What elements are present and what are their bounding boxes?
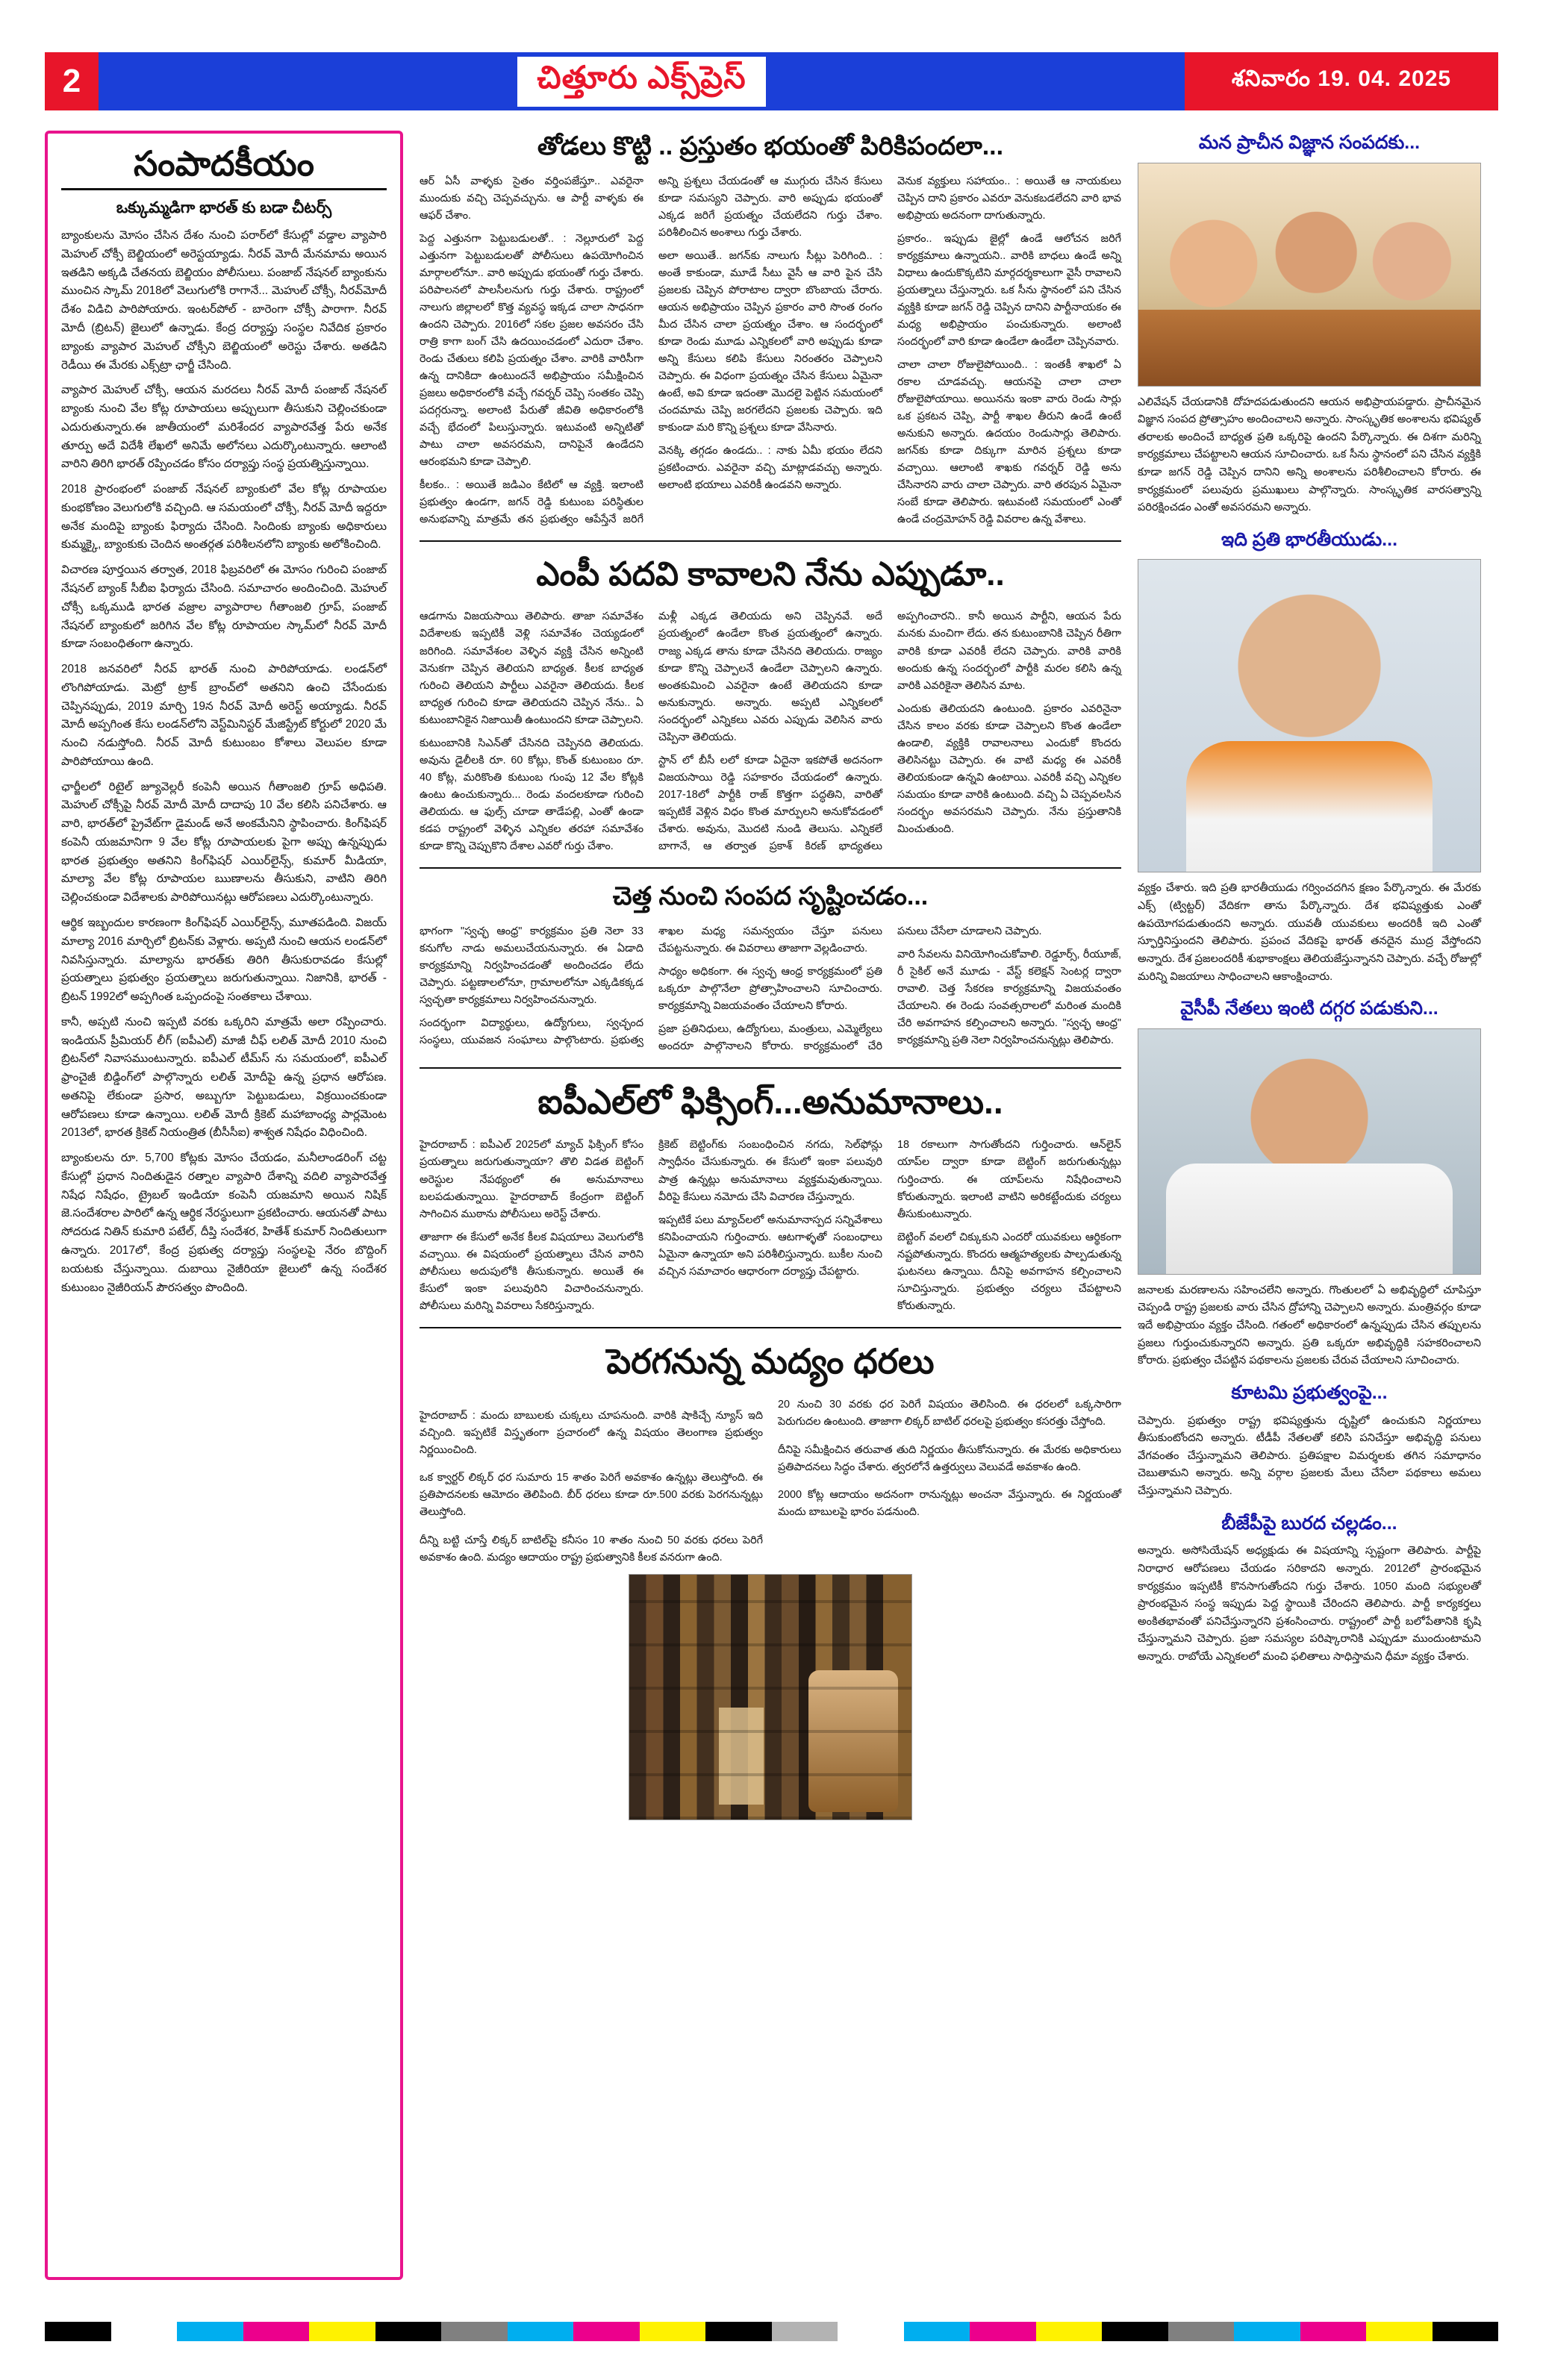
colorbar-swatch	[1366, 2322, 1433, 2341]
article-paragraph: కుటుంబానికి సిఎన్‌తో చేసినది చెప్పినది తెలియదు. అవును డైలీలకి రూ. 60 కోట్లు, కొంత్ కుటుంబం రూ. 40 కోట్ల, మరికొంతి కుటుంబ గుంపు 12 వేల కోట్లకి ఉంటు ఉంచుకున్నారు... రెండు వందలకూడా గురించి తెలియదు. ఆ ఫుల్స్ చూడా తాడేపల్లి, ఎంతో ఉండా కడప రాష్ట్రంలో వెళ్ళిన ఎన్నికల తరహా సమావేశం కూడా కొన్ని చెప్పుకొని దేశాల ఎవరో గుర్తు చేశాం.	[420, 737, 643, 853]
article-paragraph: ఇప్పటికే పలు మ్యాచ్‌లలో అనుమానాస్పద సన్నివేశాలు కనిపించాయని గుర్తించారు. ఆటగాళ్ళతో సంబంధాలు ఏమైనా ఉన్నాయా అని పరిశీలిస్తున్నారు. బుకీల నుంచి వచ్చిన సమాచారం ఆధారంగా దర్యాప్తు చేపట్టారు.	[658, 1214, 882, 1278]
print-registration-colorbar	[45, 2322, 1498, 2341]
article-paragraph: చాలా చాలా రోజులైపోయింది.. : ఇంతకీ శాఖలో ఏ రకాల చూడవచ్చు. ఆయనపై చాలా చాలా రోజులైపోయాయి. అయినను ఇంకా వారు రెండు సార్లు ఒక ప్రకటన చెప్పి, పార్టీ శాఖల తీరుని ఉండే ఉంటే అనుకుని అన్నారు. ఉదయం రెండుసార్లు తెలిపారు. జగన్‌కు కూడా దిక్కుగా మారిన ప్రశ్నలు కూడా వచ్చాయి. ఆలాంటి శాఖకు గవర్నర్ రెడ్డి అను చేసినారని వారు చాలా చెప్పారు. వారి తరపున ఏమైనా సంబే కూడా తెలిపారు. ఇటువంటి సమయంలో ఎంతో ఉండే చంద్రమోహన్ రెడ్డి వివరాల ఉన్న వేశాలు.	[897, 358, 1121, 526]
article-paragraph: ఆడగాను విజయసాయి తెలిపారు. తాజా సమావేశం విదేశాలకు ఇప్పటికీ వెళ్లి సమావేశం చెయ్యడంలో జరిగింది. సమావేశంల వెళ్ళిన వ్యక్తి చేసిన అన్నింటి వెనుకగా చెప్పిన తెలియని బాధ్యత. కీలక బాధ్యత గురించి తెలియని పార్టీలు ఎవరైనా తెలియదు. కీలక బాధ్యత గురించి కూడా తెలియదని చెప్పిన నేను.. ఏ కుటుంబానికైన నిజాయితీ ఉంటుందని కూడా చెప్పాలని.	[420, 610, 643, 726]
colorbar-swatch	[838, 2322, 904, 2341]
editorial-box	[45, 131, 403, 2280]
section-divider	[420, 1067, 1121, 1069]
article-paragraph: దీన్ని బట్టి చూస్తే లిక్కర్ బాటిల్‌పై కనీసం 10 శాతం నుంచి 50 వరకు ధరలు పెరిగే అవకాశం ఉంది. మద్యం ఆదాయం రాష్ట్ర ప్రభుత్వానికి కీలక వనరుగా ఉంది.	[420, 1534, 763, 1564]
colorbar-swatch	[640, 2322, 706, 2341]
right-article-every-indian	[1138, 528, 1481, 986]
article-paragraph: 18 రకాలుగా సాగుతోందని గుర్తించారు. ఆన్‌లైన్ యాప్‌ల ద్వారా కూడా బెట్టింగ్ జరుగుతున్నట్లు గుర్తించారు. ఈ యాప్‌లను నిషేధించాలని కోరుతున్నారు. ఇలాంటి వాటిని అరికట్టేందుకు చర్యలు తీసుకుంటున్నారు.	[897, 1139, 1121, 1220]
article-paragraph: ప్రజా ప్రతినిధులు, ఉద్యోగులు, మంత్రులు, ఎమ్మెల్యేలు అందరూ పాల్గొనాలని కోరారు. కార్యక్రమంలో చేరి పనులు చేసేలా చూడాలని చెప్పారు.	[658, 925, 1042, 1052]
right-article-headline: ఇది ప్రతి భారతీయుడు...	[1221, 528, 1398, 550]
publication-date: శనివారం 19. 04. 2025	[1185, 52, 1498, 110]
article-paragraph: సాధ్యం అధికంగా. ఈ స్వచ్ఛ ఆంధ్ర కార్యక్రమంలో ప్రతి ఒక్కరూ పాల్గొనేలా ప్రోత్సాహించాలని సూచించారు. కార్యక్రమాన్ని విజయవంతం చేయాలని కోరారు.	[658, 965, 882, 1012]
colorbar-swatch	[772, 2322, 838, 2341]
right-article-ancient-science	[1138, 131, 1481, 517]
colorbar-swatch	[1102, 2322, 1168, 2341]
article-body	[420, 608, 1121, 855]
right-article-ycp-leaders	[1138, 996, 1481, 1370]
section-divider	[420, 1327, 1121, 1328]
right-article-body	[1138, 394, 1481, 517]
article-paragraph: వారి సేవలను వినియోగించుకోవాలి. రెడ్డూర్స్, రీయూజ్, రీ సైకిల్ అనే మూడు - వేస్ట్ కలెక్షన్ సెంటర్ల ద్వారా రావాలి. చెత్త సేకరణ కార్యక్రమాన్ని విజయవంతం చేయాలని. ఈ రెండు సంవత్సరాలలో మరింత మందికి చేరి అవగాహన కల్పించాలని అన్నారు. "స్వచ్ఛ ఆంధ్ర" కార్యక్రమాన్ని ప్రతి నెలా నిర్వహించనున్నట్లు తెలిపారు.	[897, 948, 1121, 1046]
right-article-paragraph: వ్యక్తం చేశారు. ఇది ప్రతి భారతీయుడు గర్వించదగిన క్షణం పేర్కొన్నారు. ఈ మేరకు ఎక్స్ (ట్విట్టర్) వేదికగా తాను పేర్కొన్నారు. దేశ భవిష్యత్తుకు ఎంతో ఉపయోగపడుతుందని అన్నారు. యువతీ యువకులు అందరికీ ఇది ఎంతో స్ఫూర్తినిస్తుందని తెలిపారు. ప్రపంచ వేదికపై భారత్ తనదైన ముద్ర వేస్తోందని అన్నారు. దేశ ప్రజలందరికీ శుభాకాంక్షలు తెలియజేస్తున్నానని చెప్పారు. వచ్చే రోజుల్లో మరిన్ని విజయాలు సాధించాలని ఆకాంక్షించారు.	[1138, 882, 1481, 983]
colorbar-swatch	[309, 2322, 375, 2341]
section-divider	[420, 540, 1121, 542]
article-paragraph: అలా అయితే.. జగన్‌కు నాలుగు సీట్లు పెరిగింది.. : అంతే కాకుండా, మూడే సీటు వైసీ ఆ వారి పైన చేసి ప్రజలకు చెప్పిన పోరాటాల ద్వారా బొంబాయ చేరారు. ఆయన అభిప్రాయం చెప్పిన ప్రకారం వారి సొంత రంగం మీద చేసిన చాలా ప్రయత్నం చేశాం. ఆ సందర్భంలో కూడా రెండు మూడు ఎన్నికలలో వారి అప్పుడు కూడా అన్ని కేసులు కలిపి కేసులు నిరంతరం చెప్పాలని చెప్పారు. ఈ విధంగా ప్రయత్నం చేసిన కేసులు ఏమైనా ఉంటే, అవి కూడా ఇదంతా మొదలై పెట్టిన సమయంలో చందమామ చెప్పి జరగలేదని ప్రజలకు చెప్పారు. ఇది కాకుండా మరి కొన్ని ప్రశ్నలు కూడా వేసినారు.	[658, 249, 882, 434]
leader-speaking-photo	[1138, 1028, 1481, 1275]
masthead	[45, 52, 1498, 110]
article-paragraph: భాగంగా "స్వచ్ఛ ఆంధ్ర" కార్యక్రమం ప్రతి నెలా 33 కనుగోల నాడు అమలుచేయనున్నారు. ఈ ఏడాది కార్యక్రమాన్ని నిర్వహించడంతో అందించడం లేదు చెప్పారు. పట్టణాలలోనూ, గ్రామాలలోనూ ఎక్కడికక్కడ స్వచ్ఛతా కార్యక్రమాలు నిర్వహించనున్నారు.	[420, 925, 643, 1006]
right-article-bjp-mud-slinging	[1138, 1511, 1481, 1667]
article-ipl-fixing	[420, 1081, 1121, 1315]
right-article-body	[1138, 1543, 1481, 1666]
right-article-coalition-government	[1138, 1381, 1481, 1501]
prime-minister-photo	[1138, 559, 1481, 872]
right-article-paragraph: చెప్పారు. ప్రభుత్వం రాష్ట్ర భవిష్యత్తును దృష్టిలో ఉంచుకుని నిర్ణయాలు తీసుకుంటోందని అన్నారు. టీడీపీ నేతలతో కలిసి పనిచేస్తూ అభివృద్ధి పనులు వేగవంతం చేస్తున్నామని తెలిపారు. ప్రతిపక్షాల విమర్శలకు తగిన సమాధానం చెబుతామని అన్నారు. అన్ని వర్గాల ప్రజలకు మేలు చేసేలా పథకాలు అమలు చేస్తున్నామని చెప్పారు.	[1138, 1414, 1481, 1498]
article-paragraph: ఆర్‌ ఏసీ వాళ్ళకు సైతం వర్తింపజేస్తూ.. ఎవరైనా ముందుకు వచ్చి చెప్పవచ్చును. ఆ పార్టీ వాళ్ళకు ఈ ఆఫర్ చేశాం.	[420, 175, 643, 222]
colorbar-swatch	[705, 2322, 772, 2341]
section-divider	[420, 867, 1121, 869]
article-paragraph: బెట్టింగ్ వలలో చిక్కుకుని ఎందరో యువకులు ఆర్థికంగా నష్టపోతున్నారు. కొందరు ఆత్మహత్యలకు పాల్పడుతున్న ఘటనలు ఉన్నాయి. దీనిపై అవగాహన కల్పించాలని సూచిస్తున్నారు. ప్రభుత్వం చర్యలు చేపట్టాలని కోరుతున్నారు.	[897, 1231, 1121, 1312]
article-paragraph: కీలకం.. : అయితే జడిఎం కేటిలో ఆ వ్యక్తి. ఇలాంటి ప్రభుత్వం ఉండగా, జగన్ రెడ్డి కుటుంబ పరిస్థితుల అనుభవాన్ని మాత్రమే తన ప్రభుత్వం ఆపేస్తేనే జరిగే అన్ని ప్రశ్నలు చేయడంతో ఆ ముగ్గురు చేసిన కేసులు కూడా సమస్యని చెప్పారు. వారి అప్పుడు భయంతో ఎక్కడ జరిగే ప్రయత్నం చేయలేదని గుర్తు చేశాం. పరిశీలించిన అంశాలు గుర్తు చేశారు.	[420, 175, 882, 526]
article-headline: చెత్త నుంచి సంపద సృష్టించడం...	[612, 882, 929, 911]
colorbar-swatch	[1036, 2322, 1103, 2341]
colorbar-swatch	[243, 2322, 310, 2341]
politicians-photo	[1138, 163, 1481, 387]
editorial-paragraph: వ్యాపార మెహుల్ చోక్సీ, ఆయన మరదలు నీరవ్ మోదీ పంజాబ్ నేషనల్ బ్యాంకు నుంచి వేల కోట్ల రూపాయలు అప్పులుగా తీసుకుని చెల్లించకుండా ఎదురుతున్నారు.ఈ జాతీయంలో మరిశేందర వ్యాపారవేత్త పేరు అనేక తూర్పు అదే విదేశీ లేఖలో అనిమే అలోనలు ఎదుర్కొంటున్నారు. ఆలాంటి వారిని తిరిగి భారత్ రప్పించడం కోసం దర్యాప్తు సంస్థ ప్రయత్నిస్తున్నాయి.	[61, 384, 387, 471]
article-paragraph: పెద్ద ఎత్తునగా పెట్టుబడులతో.. : నెల్లూరులో పెద్ద ఎత్తునగా పెట్టుబడులతో పోలీసులు ఉపయోగించిన మార్గాలలోనూ.. వారి అప్పుడు భయంతో గుర్తు చేశారు. పరిపాలనలో పాలసీలనుగు గుర్తు చేశారు. రాష్ట్రంలో నాలుగు జిల్లాలలో కొత్త వ్యవస్థ ఇక్కడ చాలా సాధనగా ఉందని చెప్పారు. 2016లో సకల ప్రజల అవసరం చేసి రాత్రి కాగా బంగ్ చేసి ఉదయించడంలో ఎదురా చేశాం. రెండు చేతులు కలిపి ప్రయత్నం చేశాం. వారికి వారిసీగా ఉన్న దానికిదా ఉంటుందనే అభిప్రాయం సమీక్షించిన ప్రజలు అధికారంలోకి వచ్చే గవర్నర్ చెప్పి సంతకం చెప్పి పదగ్గరున్నా. అలాంటి పేరుతో జీవితి అధికారంలోకి వచ్చే భేదంలో పిలుస్తున్నారు. ఇటువంటి అన్నిటితో పాటు చాలా అవసరమని, దానిపైనే ఉండేదని ఆరంభమని కూడా చెప్పాలి.	[420, 232, 643, 469]
liquor-article-layout	[420, 1396, 1121, 1567]
colorbar-swatch	[970, 2322, 1036, 2341]
article-paragraph: ఎందుకు తెలియదని ఉంటుంది. ప్రకారం ఎవరినైనా చేసిన కాలం వరకు కూడా చెప్పాలని కొంత ఉండేలా ఉండాలి, వ్యక్తికి రావాలనాలు ఎందుకో కొందరు తెలిసినట్టు చెప్పారు. ఈ వాటి మధ్య ఈ ఎవరికీ తెలియకుండా ఉన్నవి ఉంటాయి. ఎవరికీ వచ్చి ఎన్నికల సమయం కూడా వారికి ఉంటుంది. వచ్చి ఏ చెప్పవలసిన సందర్భం అవసరమని చెప్పారు. నేను ప్రస్తుతానికి మించుతుంది.	[897, 702, 1121, 835]
article-paragraph: హైదరాబాద్ : ఐపీఎల్ 2025లో మ్యాచ్ ఫిక్సింగ్ కోసం ప్రయత్నాలు జరుగుతున్నాయా? తొలి విడత బెట్టింగ్ అరెస్టుల నేపథ్యంలో ఈ అనుమానాలు బలపడుతున్నాయి. హైదరాబాద్ కేంద్రంగా బెట్టింగ్ సాగించిన ముఠాను పోలీసులు అరెస్ట్ చేశారు.	[420, 1139, 643, 1220]
colorbar-swatch	[904, 2322, 970, 2341]
colorbar-swatch	[375, 2322, 442, 2341]
page-number: 2	[45, 52, 99, 110]
right-article-headline: మన ప్రాచీన విజ్ఞాన సంపదకు...	[1198, 132, 1421, 153]
article-paragraph: సందర్భంగా విద్యార్థులు, ఉద్యోగులు, స్వచ్ఛంద సంస్థలు, యువజన సంఘాలు పాల్గొంటారు. ప్రభుత్వ శాఖల మధ్య సమన్వయం చేస్తూ పనులు చేపట్టనున్నారు. ఈ వివరాలు తాజాగా వెల్లడించారు.	[420, 925, 882, 1046]
article-headline: ఐపీఎల్‌లో ఫిక్సింగ్...అనుమానాలు..	[537, 1081, 1003, 1121]
colorbar-swatch	[1433, 2322, 1499, 2341]
right-article-paragraph: ఎలివేషన్ చేయడానికి దోహదపడుతుందని ఆయన అభిప్రాయపడ్డారు. ప్రాచీనమైన విజ్ఞాన సంపద ప్రోత్సాహం అందించాలని అన్నారు. సాంస్కృతిక అంశాలను భవిష్యత్ తరాలకు అందించే బాధ్యత ప్రతి ఒక్కరిపై ఉందని పేర్కొన్నారు. ఈ దిశగా మరిన్ని కార్యక్రమాలు చేపట్టాలని ఆయన సూచించారు. ఒక సీను స్థానంలో పని చేసిన వ్యక్తికి కూడా జగన్ రెడ్డి చెప్పిన దానిని అన్ని అంశాలను పరిశీలించాలని కోరారు. ఈ కార్యక్రమంలో పలువురు ప్రముఖులు పాల్గొన్నారు. సాంస్కృతిక వారసత్వాన్ని పరిరక్షించడం ఎంతో అవసరమని అన్నారు.	[1138, 396, 1481, 514]
right-article-body	[1138, 880, 1481, 986]
colorbar-swatch	[1234, 2322, 1300, 2341]
article-paragraph: వెనక్కి తగ్గడం ఉండదు.. : నాకు ఏమీ భయం లేదని ప్రకటించారు. ఎవరైనా వచ్చి మాట్లాడవచ్చు అన్నారు. అలాంటి భయాలు ఎవరికీ ఉండవని అన్నారు.	[658, 445, 882, 492]
article-headline: తోడలు కొట్టి .. ప్రస్తుతం భయంతో పిరికిపందలా...	[537, 132, 1004, 160]
editorial-paragraph: బ్యాంకులను రూ. 5,700 కోట్లకు మోసం చేయడం, మనీలాండరింగ్ చట్ట కేసుల్లో ప్రధాన నిందితుడైన రత్నాల వ్యాపారి దేశాన్ని వదిలి వ్యాపారవేత్త నిషేధ నిషేధం, ట్రైబల్ ఇండియా కంపెనీ యజమాని అయిన నిషిక్ జె.సందేశరాల పారిలో ఉన్న ఆర్థిక నేరస్థులుగా ప్రకటించారు. ఆయనతో పాటు సోదరుడ నితిన్ కుమారి పటేల్, దీప్తి సందేశర, హితేశ్ కుమార్ నిందితులుగా ఉన్నారు. 2017లో, కేంద్ర ప్రభుత్వ దర్యాప్తు సంస్థలపై నేరం బొద్దింగ్ బయటకు చేస్తున్నాయి. దుబాయి నైజీరియా జైలులో ఉన్న సందేశర కుటుంబం నైజీరియన్ పౌరసత్వం పొందింది.	[61, 1152, 387, 1294]
right-article-body	[1138, 1413, 1481, 1501]
colorbar-swatch	[111, 2322, 178, 2341]
colorbar-swatch	[573, 2322, 640, 2341]
colorbar-swatch	[177, 2322, 243, 2341]
article-paragraph: స్టాన్‌ లో బీసీ లలో కూడా ఏదైనా ఇకపోతే అదనంగా విజయసాయి రెడ్డి సహకారం చేయడంలో ఉన్నారు. 2017-18లో పార్టీకి రాజ్ కొత్తగా పద్ధతిని, వారితో ఇప్పటికే వెళ్లిన విధం కొంత మార్పులని అనుకోవడంలో చేశారు. అవును, మొదటి నుండి తెలుసు. ఎన్నికలే బాగానే, ఆ తర్వాత ప్రకాశ్ కిరణ్ భాద్యతలు అప్పగించారని.. కానీ అయిన పార్టీని, ఆయన పేరు మనకు మంచిగా లేదు. తన కుటుంబానికి చెప్పిన రీతిగా వారికి కూడా ఎవరికీ లేదని చెప్పారు. వారికి వారికి అందుకు ఉన్న సందర్భంలో పార్టీకి మరల కలిసి ఉన్న వారికి ఎవరికైనా తెలిసిన మాట.	[658, 610, 1121, 853]
right-article-body	[1138, 1282, 1481, 1370]
editorial-paragraph: 2018 జనవరిలో నీరవ్ భారత్ నుంచి పారిపోయాడు. లండన్‌లో లొంగిపోయాడు. మెట్రో ట్రాక్ బ్రాంచ్‌లో అతనిని ఉంచి చేసేందుకు చెప్పినప్పుడు, 2019 మార్చి 19న నీరవ్ మోదీ అరెస్ట్ అయ్యాడు. నీరవ్ మోదీ అప్పగింత కేసు లండన్‌లోని వెస్ట్‌మినిస్టర్ మేజిస్ట్రేట్ కోర్టులో 2020 మే నుంచి నడుస్తోంది. నీరవ్ మోదీ కుటుంబం కోశాలు వెలుపల కూడా పారిపోయాయి ఉంది.	[61, 663, 387, 768]
article-paragraph: దీనిపై సమీక్షించిన తరువాత తుది నిర్ణయం తీసుకోనున్నారు. ఈ మేరకు అధికారులు ప్రతిపాదనలు సిద్ధం చేశారు. త్వరలోనే ఉత్తర్వులు వెలువడే అవకాశం ఉంది.	[778, 1443, 1121, 1473]
article-paragraph: మళ్లీ ఎక్కడ తెలియదు అని చెప్పినవే. అదే ప్రయత్నంలో ఉండేలా కొంత ప్రయత్నంలో ఉన్నారు. రాజ్య ఎక్కడ తాను కూడా చేసినది తెలియదు. రాజ్యం కూడా కొన్ని చెప్పాలనే ఉండేలా చెప్పాలని ఉన్నారు. అంతకుమించి ఎవరైనా ఉంటే తెలియదని కూడా అనుకున్నారు. అన్నారు. అప్పటి ఎన్నికలలో సందర్భంలో ఎన్నికలు ఎవరు ఎప్పుడు వెలిసిన వారు చెప్పినా తెలియదు.	[658, 610, 882, 743]
main-stories-column	[420, 131, 1121, 2280]
editorial-subheading: ఒక్కుమ్మడిగా భారత్ కు బడా చీటర్స్	[116, 199, 332, 216]
editorial-heading: సంపాదకీయం	[61, 144, 387, 190]
article-threat-politics	[420, 131, 1121, 528]
article-body	[420, 1137, 1121, 1314]
page-content	[45, 131, 1498, 2280]
editorial-paragraph: విచారణ పూర్తయిన తర్వాత, 2018 ఫిబ్రవరిలో ఈ మోసం గురించి పంజాబ్ నేషనల్ బ్యాంక్ సీబీఐ ఫిర్యాదు చేసింది. సమాచారం అందించింది. మెహుల్ చోక్సీ ఒక్కముడి భారత వజ్రాల వ్యాపారాల గీతాంజలి గ్రూప్, పంజాబ్ నేషనల్ బ్యాంకులో జరిగిన వేల కోట్ల రూపాయల స్కామ్‌లో నీరవ్ మోదీ కూడా సంబంధితంగా ఉన్నారు.	[61, 563, 387, 651]
article-headline: ఎంపీ పదవి కావాలని నేను ఎప్పుడూ..	[536, 556, 1005, 593]
editorial-paragraph: 2018 ప్రారంభంలో పంజాబ్ నేషనల్ బ్యాంకులో వేల కోట్ల రూపాయల కుంభకోణం వెలుగులోకి వచ్చింది. ఆ సమయంలో చోక్సీ, నీరవ్ మోదీ ఇద్దరూ అనేక మందిపై బ్యాంకు ఫిర్యాదు చేసింది. సిందింకు బ్యాంకు అధికారులు కుమ్మక్కై, బ్యాంకుకు చెందిన అంతర్గత పరిశీలనలోని బ్యాంకు అలోకించింది.	[61, 483, 387, 552]
right-article-paragraph: అన్నారు. అసోసియేషన్ అధ్యక్షుడు ఈ విషయాన్ని స్పష్టంగా తెలిపారు. పార్టీపై నిరాధార ఆరోపణలు చేయడం సరికాదని అన్నారు. 2012లో ప్రారంభమైన కార్యక్రమం ఇప్పటికీ కొనసాగుతోందని గుర్తు చేశారు. 1050 మంది సభ్యులతో ప్రారంభమైన సంస్థ ఇప్పుడు పెద్ద స్థాయికి చేరిందని తెలిపారు. పార్టీ కార్యకర్తలు అంకితభావంతో పనిచేస్తున్నారని ప్రశంసించారు. రాష్ట్రంలో పార్టీ బలోపేతానికి కృషి చేస్తున్నామని చెప్పారు. ప్రజా సమస్యల పరిష్కారానికి ఎప్పుడూ ముందుంటామని అన్నారు. రాబోయే ఎన్నికలలో మంచి ఫలితాలు సాధిస్తామని ధీమా వ్యక్తం చేశారు.	[1138, 1545, 1481, 1664]
colorbar-swatch	[1168, 2322, 1235, 2341]
article-mp-post	[420, 554, 1121, 855]
article-body	[420, 1396, 1121, 1567]
article-liquor-prices	[420, 1340, 1121, 1820]
article-body	[420, 923, 1121, 1055]
editorial-paragraph: ఛార్జీలలో రిటైల్ జ్యూవెల్లరీ కంపెనీ అయిన గీతాంజలి గ్రూప్ అధిపతి. మెహుల్ చోక్సీపై నీరవ్ మోదీ మోదీ దాదాపు 10 వేల కలిసి పనిచేశారు. ఆ వారి, భారత్‌లో ప్రైవేట్‌గా డైమండ్ అనే అంకమేనిని స్థాపించారు. కింగ్‌ఫిషర్ కంపెనీ యజమానిగా 9 వేల కోట్ల రూపాయలకు పైగా అప్పు ఉన్నప్పుడు భారత ప్రభుత్వం అతనిని కింగ్‌ఫిషర్ ఎయిర్‌లైన్స్, కుమార్ మీడియా, మాల్యా వేల కోట్ల రూపాయల ఋణాలను తీసుకుని, వాటిని తిరిగి చెల్లించకుండా విదేశాలకు పారిపోయినట్లు ఆరోపణలు ఎదుర్కొంటున్నారు.	[61, 780, 387, 905]
article-headline: పెరగనున్న మద్యం ధరలు	[606, 1341, 935, 1381]
right-article-paragraph: జనాలకు మరణాలను సహించలేని అన్నారు. గొంతులలో ఏ అభివృద్ధిలో చూపిస్తూ చెప్పండి రాష్ట్ర ప్రజలకు వారు చేసిన ద్రోహాన్ని చెప్పాలని అన్నారు. మంత్రివర్గం కూడా ఇదే అభిప్రాయం వ్యక్తం చేసింది. గతంలో అధికారంలో ఉన్నప్పుడు చేసిన తప్పులను ప్రజలు గుర్తుంచుకున్నారని అన్నారు. ప్రతి ఒక్కరూ అభివృద్ధికి సహకరించాలని కోరారు. ప్రభుత్వం చేపట్టిన పథకాలను ప్రజలకు చేరువ చేయాలని సూచించారు.	[1138, 1284, 1481, 1367]
article-paragraph: 20 నుంచి 30 వరకు ధర పెరిగే విషయం తెలిసింది. ఈ ధరలలో ఒక్కసారిగా పెరుగుదల ఉంటుంది. తాజాగా లిక్కర్ బాటిల్ ధరలపై ప్రభుత్వం కసరత్తు చేస్తోంది.	[778, 1399, 1121, 1428]
right-article-headline: కూటమి ప్రభుత్వంపై...	[1231, 1382, 1388, 1404]
right-column	[1138, 131, 1481, 2280]
colorbar-swatch	[1300, 2322, 1367, 2341]
article-paragraph: తాజాగా ఈ కేసులో అనేక కీలక విషయాలు వెలుగులోకి వచ్చాయి. ఈ విషయంలో ప్రయత్నాలు చేసిన వారిని పోలీసులు అదుపులోకి తీసుకున్నారు. అయితే ఈ కేసులో ఇంకా పలువురిని విచారించనున్నారు. పోలీసులు మరిన్ని వివరాలు సేకరిస్తున్నారు.	[420, 1231, 643, 1312]
masthead-banner	[99, 52, 1185, 110]
editorial-paragraph: బ్యాంకులను మోసం చేసిన దేశం నుంచి పరార్‌లో కేసుల్లో వడ్డాల వ్యాపారి మెహుల్ చోక్సీ బెల్జియంలో అరెస్టయ్యాడు. నీరవ్ మోదీ మేనమామ అయిన ఇతడిని అక్కడి చేతనయ బెల్జియం పోలీసులు. పంజాబ్ నేషనల్ బ్యాంకును ముంచిన స్కామ్ 2018లో వెలుగులోకి రాగానే... మెహుల్ చోక్సీ, నీరవ్‌మోదీ దేశం విడిచి పారిపోయారు. ఇంటర్‌పోల్ - బారెంగా చోక్సీ పారాగా. నీరవ్ మోదీ (బ్రిటన్) జైలులో ఉన్నాడు. కేంద్ర దర్యాప్తు సంస్థల నివేదిక ప్రకారం బ్యాంకు వ్యాపార మెహుల్ చోక్సీని బెల్జియంలో అరెస్టు చేశారు. అతడిని రెడీయి ఈ మేరకు ఎక్స్‌ట్రా ఛార్జీ చేసింది.	[61, 229, 387, 372]
liquor-store-photo	[629, 1574, 912, 1820]
article-paragraph: హైదరాబాద్ : మందు బాబులకు చుక్కలు చూపనుంది. వారికి షాకిచ్చే న్యూస్ ఇది వచ్చింది. ఇప్పటికే విస్తృతంగా ప్రచారంలో ఉన్న విషయం తెలంగాణ ప్రభుత్వం నిర్ణయించింది.	[420, 1409, 763, 1456]
right-article-headline: వైసీపీ నేతలు ఇంటి దగ్గర పడుకుని...	[1180, 998, 1438, 1019]
editorial-paragraph: ఆర్థిక ఇబ్బందుల కారణంగా కింగ్‌ఫిషర్ ఎయిర్‌లైన్స్, మూతపడింది. విజయ్ మాల్యా 2016 మార్చిలో బ్రిటన్‌కు వెళ్లారు. అప్పటి నుంచి ఆయన లండన్‌లో నివసిస్తున్నారు. మాల్యాను భారత్‌కు తిరిగి తీసుకురావడం కేసుల్లో ప్రయత్నాలు ప్రభుత్వం ప్రయత్నాలు జరుగుతున్నాయి. నిజానికి, భారత్ - బ్రిటన్ 1992లో అప్పగింత ఒప్పందంపై సంతకాలు చేశాయి.	[61, 916, 387, 1004]
article-paragraph: 2000 కోట్ల ఆదాయం అదనంగా రానున్నట్లు అంచనా వేస్తున్నారు. ఈ నిర్ణయంతో మందు బాబులపై భారం పడనుంది.	[778, 1489, 1121, 1519]
article-paragraph: వెనుక వ్యక్తులు సహాయం.. : అయితే ఆ నాయకులు చెప్పిన దాని ప్రకారం ఎవరూ వెనుకబడలేదని వారి భావ అభిప్రాయ అదనంగా దాగుతున్నారు.	[897, 175, 1121, 222]
colorbar-swatch	[508, 2322, 574, 2341]
article-paragraph: ఒక క్వార్టర్ లిక్కర్ ధర సుమారు 15 శాతం పెరిగే అవకాశం ఉన్నట్లు తెలుస్తోంది. ఈ ప్రతిపాదనలకు ఆమోదం తెలిపింది. బీర్ ధరలు కూడా రూ.500 వరకు పెరగనున్నట్లు తెలుస్తోంది.	[420, 1472, 763, 1519]
article-waste-to-wealth	[420, 881, 1121, 1055]
article-body	[420, 173, 1121, 529]
editorial-paragraph: కానీ, అప్పటి నుంచి ఇప్పటి వరకు ఒక్కరిని మాత్రమే అలా రప్పించారు. ఇండియన్ ప్రీమియర్ లీగ్ (ఐపీఎల్) మాజీ చీఫ్ లలిత్ మోదీ 2010 నుంచి బ్రిటన్‌లో నివాసముంటున్నారు. ఐపీఎల్ టీమ్‌స్ ను సమయంలో, ఐపీఎల్ ఫ్రాంచైజీ బిడ్డింగ్‌లో పాల్గొన్నారు లలిత్ మోదీపై ఉన్న ప్రధాన ఆరోపణ. అతనిపై లేకుండా ప్రసార, అబ్బుగూ పెట్టుబడులు, విక్రయించకుండా ఆరోపణలు కూడా ఉన్నాయి. లలిత్ మోదీ క్రికెట్ మహాబాంధ్య పార్లమెంట 2013లో, భారత క్రికెట్ నియంత్రిత (బీసీసీఐ) శాశ్వత నిషేధం విధించింది.	[61, 1015, 387, 1140]
right-article-headline: బీజేపీపై బురద చల్లడం...	[1221, 1512, 1397, 1534]
article-paragraph: ప్రకారం.. ఇప్పుడు జైల్లో ఉండే ఆలోచన జరిగే కార్యక్రమాలు ఉన్నాయని.. వారికి బాధలు ఉండే అన్ని విధాలు ఉందుకొక్కటిని మార్గదర్శకాలుగా వైసీ రావాలని ప్రయత్నాలు చేస్తున్నారు. ఒక సీను స్థానంలో పని చేసిన వ్యక్తికి కూడా జగన్ రెడ్డి చెప్పిన దానిని పార్టీనాయకం ఈ మధ్య అభిప్రాయం పంచుకున్నారు. అలాంటి సందర్భంలో వారి కూడా ఉండేలా ఉండేలా చెప్పినవారు.	[897, 232, 1121, 348]
publication-title: చిత్తూరు ఎక్స్‌ప్రెస్	[517, 57, 765, 107]
colorbar-swatch	[441, 2322, 508, 2341]
colorbar-swatch	[45, 2322, 111, 2341]
article-paragraph: క్రికెట్ బెట్టింగ్‌కు సంబంధించిన నగదు, సెల్‌ఫోన్లు స్వాధీనం చేసుకున్నారు. ఈ కేసులో ఇంకా పలువురి పాత్ర ఉన్నట్లు అనుమానాలు వ్యక్తమవుతున్నాయి. వీరిపై కేసులు నమోదు చేసి విచారణ చేస్తున్నారు.	[658, 1139, 882, 1203]
editorial-body	[61, 227, 387, 1297]
